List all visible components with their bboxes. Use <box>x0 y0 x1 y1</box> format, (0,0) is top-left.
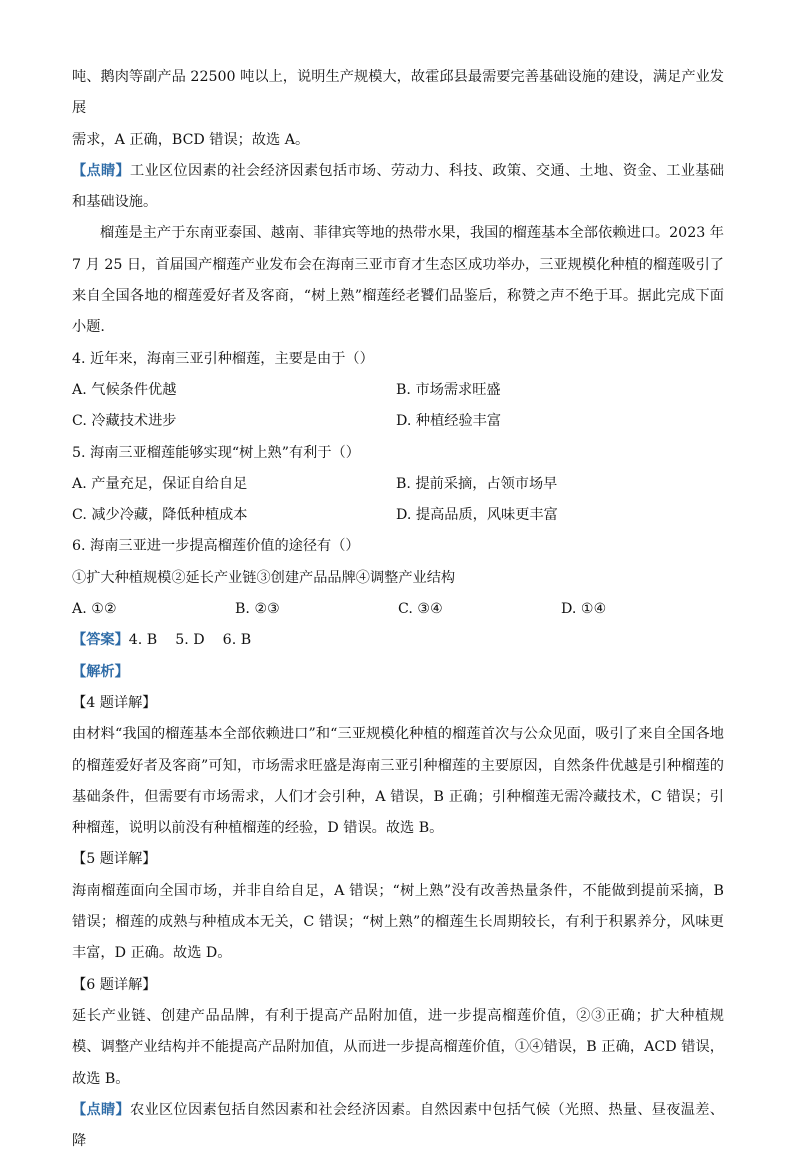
option-c: C. 减少冷藏，降低种植成本 <box>72 507 248 524</box>
point-text: 农业区位因素包括自然因素和社会经济因素。自然因素中包括气候（光照、热量、昼夜温差、降 <box>72 1101 724 1150</box>
question-6-stem: 6. 海南三亚进一步提高榴莲价值的途径有（） <box>72 538 360 555</box>
question-4 <box>72 344 724 438</box>
point-tag: 【点睛】 <box>72 162 130 179</box>
detail-6-tag: 【6 题详解】 <box>72 976 157 993</box>
question-4-stem: 4. 近年来，海南三亚引种榴莲，主要是由于（） <box>72 350 374 367</box>
detail-5-text: 海南榴莲面向全国市场，并非自给自足，A 错误；“树上熟”没有改善热量条件，不能做到提前采摘，B 错误；榴莲的成熟与种植成本无关，C 错误；“树上熟”的榴莲生长周期较长，有利于积累养分，风味更丰富，D 正确。故选 D。 <box>72 882 724 962</box>
option-c: C. 冷藏技术进步 <box>72 413 177 430</box>
point-text: 工业区位因素的社会经济因素包括市场、劳动力、科技、政策、交通、土地、资金、工业基础和基础设施。 <box>72 162 724 211</box>
answer-5: 5. D <box>175 632 205 649</box>
point-tag: 【点睛】 <box>72 1101 130 1118</box>
answer-tag: 【答案】 <box>72 632 129 649</box>
detail-4-text: 由材料“我国的榴莲基本全部依赖进口”和“三亚规模化种植的榴莲首次与公众见面，吸引了来自全国各地的榴莲爱好者及客商”可知，市场需求旺盛是海南三亚引种榴莲的主要原因，自然条件优越是引种榴莲的基础条件，但需要有市场需求，人们才会引种，A 错误，B 正确；引种榴莲无需冷藏技术，C 错误；引种榴莲，说明以前没有种植榴莲的经验，D 错误。故选 B。 <box>72 726 724 837</box>
question-5 <box>72 438 724 532</box>
option-d: D. 种植经验丰富 <box>396 413 502 430</box>
detail-6-text: 延长产业链、创建产品品牌，有利于提高产品附加值，进一步提高榴莲价值，②③正确；扩大种植规模、调整产业结构并不能提高产品附加值，从而进一步提高榴莲价值，①④错误，B 正确，ACD 错误，故选 B。 <box>72 1007 724 1087</box>
question-5-options <box>72 469 724 532</box>
analysis-tag: 【解析】 <box>72 663 129 680</box>
point-note-2 <box>72 1095 724 1157</box>
document-page <box>72 62 724 1157</box>
option-c: C. ③④ <box>398 601 443 618</box>
answer-4: 4. B <box>128 632 158 649</box>
option-a: A. ①② <box>72 601 117 618</box>
question-6 <box>72 531 724 625</box>
question-6-items: ①扩大种植规模②延长产业链③创建产品品牌④调整产业结构 <box>72 569 456 586</box>
question-6-options <box>72 594 724 625</box>
continued-explanation <box>72 62 724 156</box>
continued-line-2: 需求，A 正确，BCD 错误；故选 A。 <box>72 131 310 148</box>
question-4-options <box>72 375 724 438</box>
option-d: D. 提高品质，风味更丰富 <box>396 507 558 524</box>
option-b: B. ②③ <box>235 601 280 618</box>
option-a: A. 产量充足，保证自给自足 <box>72 475 248 492</box>
detail-4-tag: 【4 题详解】 <box>72 694 157 711</box>
option-a: A. 气候条件优越 <box>72 381 177 398</box>
option-b: B. 提前采摘，占领市场早 <box>396 475 558 492</box>
point-note-1 <box>72 156 724 219</box>
option-d: D. ①④ <box>561 601 607 618</box>
reading-passage: 榴莲是主产于东南亚泰国、越南、菲律宾等地的热带水果，我国的榴莲基本全部依赖进口。2023 年 7 月 25 日，首届国产榴莲产业发布会在海南三亚市育才生态区成功举办，三亚规模化种植的榴莲吸引了来自全国各地的榴莲爱好者及客商，“树上熟”榴莲经老饕们品鉴后，称赞之声不绝于耳。据此完成下面小题. <box>72 225 724 336</box>
answer-line <box>72 625 724 656</box>
option-b: B. 市场需求旺盛 <box>396 381 501 398</box>
detail-5-tag: 【5 题详解】 <box>72 851 157 868</box>
answer-6: 6. B <box>222 632 252 649</box>
continued-line-1: 吨、鹅肉等副产品 22500 吨以上，说明生产规模大，故霍邱县最需要完善基础设施的建设，满足产业发展 <box>72 69 724 117</box>
question-5-stem: 5. 海南三亚榴莲能够实现“树上熟”有利于（） <box>72 444 360 461</box>
